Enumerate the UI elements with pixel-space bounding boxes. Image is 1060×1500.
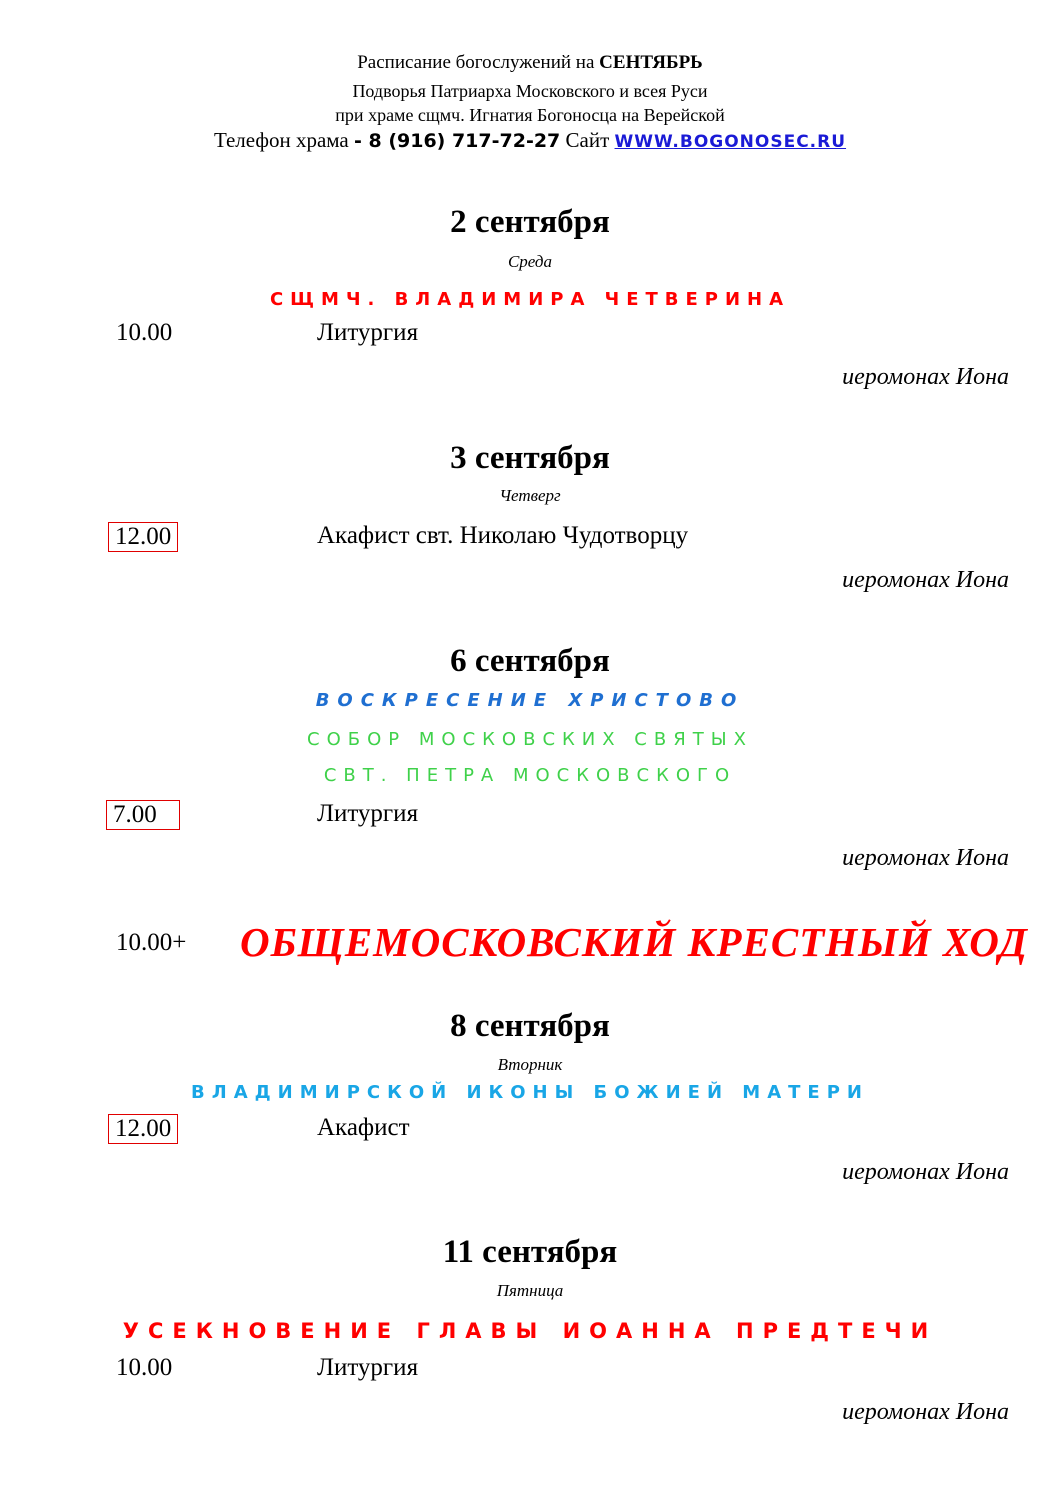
service-name: Литургия (317, 1354, 419, 1381)
priest-name: иеромонах Иона (842, 567, 1009, 593)
service-name: Акафист свт. Николаю Чудотворцу (317, 522, 689, 549)
service-time: 10.00 (116, 1354, 173, 1381)
phone-label: Телефон храма (213, 128, 354, 152)
day-date: 6 сентября (450, 643, 610, 679)
priest-name: иеромонах Иона (842, 1159, 1009, 1185)
service-time: 12.00 (108, 1114, 178, 1144)
header-contact-line (0, 129, 1060, 153)
day-weekday: Пятница (496, 1281, 564, 1300)
service-time: 12.00 (108, 522, 178, 552)
header-line-2: Подворья Патриарха Московского и всея Руси (352, 81, 708, 101)
service-time: 7.00 (106, 800, 180, 830)
feast-title: ВОСКРЕСЕНИЕ ХРИСТОВО (315, 690, 745, 711)
service-name: Акафист (317, 1114, 410, 1141)
service-name: Литургия (317, 800, 419, 827)
header-month: СЕНТЯБРЬ (599, 52, 703, 73)
day-date: 3 сентября (450, 440, 610, 476)
header-title-prefix: Расписание богослужений на (357, 52, 600, 73)
day-weekday: Вторник (497, 1055, 563, 1074)
header-line-1 (0, 52, 1060, 74)
phone-number: - 8 (916) 717-72-27 (353, 130, 561, 152)
service-name: Литургия (317, 319, 419, 346)
feast-title: ВЛАДИМИРСКОЙ ИКОНЫ БОЖИЕЙ МАТЕРИ (191, 1082, 869, 1103)
service-time: 10.00 (116, 319, 173, 346)
header-line-3: при храме сщмч. Игнатия Богоносца на Верейской (335, 105, 725, 125)
priest-name: иеромонах Иона (842, 845, 1009, 871)
feast-title: СВТ. ПЕТРА МОСКОВСКОГО (323, 765, 737, 786)
site-link[interactable]: WWW.BOGONOSEC.RU (614, 132, 847, 152)
site-label: Сайт (560, 128, 615, 152)
procession-time: 10.00+ (116, 929, 187, 956)
day-weekday: Четверг (499, 486, 561, 505)
day-date: 2 сентября (450, 204, 610, 240)
priest-name: иеромонах Иона (842, 1399, 1009, 1425)
priest-name: иеромонах Иона (842, 364, 1009, 390)
feast-title: УСЕКНОВЕНИЕ ГЛАВЫ ИОАННА ПРЕДТЕЧИ (122, 1319, 938, 1343)
day-date: 11 сентября (442, 1234, 618, 1270)
day-weekday: Среда (507, 252, 553, 271)
day-date: 8 сентября (450, 1008, 610, 1044)
feast-title: СОБОР МОСКОВСКИХ СВЯТЫХ (307, 729, 753, 750)
procession-title: ОБЩЕМОСКОВСКИЙ КРЕСТНЫЙ ХОД (240, 919, 1028, 965)
feast-title: СЩМЧ. ВЛАДИМИРА ЧЕТВЕРИНА (269, 289, 791, 310)
